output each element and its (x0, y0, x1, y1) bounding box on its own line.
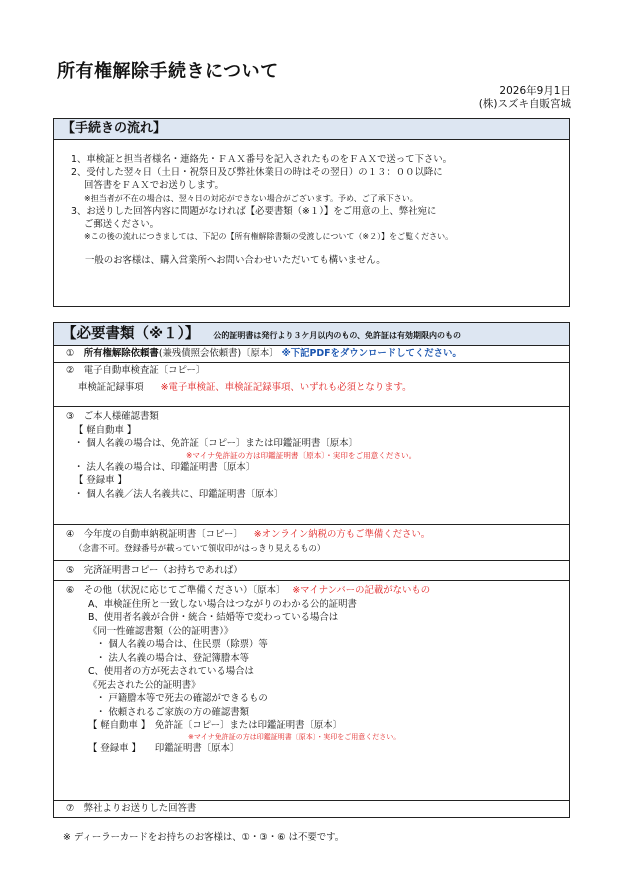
doc-5-title: ⑤ 完済証明書コピー（お持ちであれば） (66, 565, 243, 576)
footer-note: ※ ディーラーカードをお持ちのお客様は、①・③・⑥ は不要です。 (63, 832, 345, 843)
doc-3-kei-corporate: ・ 法人名義の場合は、印鑑証明書〔原本〕 (74, 461, 256, 473)
doc-3-kei-note: ※マイナ免許証の方は印鑑証明書〔原本〕・実印をご用意ください。 (186, 450, 417, 460)
doc-3-kei-individual: ・ 個人名義の場合は、免許証〔コピー〕または印鑑証明書〔原本〕 (74, 438, 358, 449)
doc-3-kei-heading: 【 軽自動車 】 (74, 424, 137, 436)
doc-4-title: ④ 今年度の自動車納税証明書〔コピー〕 (66, 529, 243, 540)
required-documents-heading (54, 323, 569, 346)
doc-1-number: ① (66, 348, 75, 359)
required-documents-box (53, 322, 570, 818)
doc-3-reg-heading: 【 登録車 】 (74, 475, 127, 486)
procedure-flow-heading: 【手続きの流れ】 (54, 119, 569, 140)
doc-section-4 (54, 525, 569, 561)
procedure-flow-box (53, 118, 570, 307)
flow-step-2: 2、受付した翌々日（土日・祝祭日及び弊社休業日の時はその翌日）の１３：００以降に (71, 167, 443, 179)
doc-6-note: ※マイナンバーの記載がないもの (292, 585, 431, 596)
required-documents-title: 【必要書類（※１）】 (62, 326, 200, 342)
doc-section-6 (54, 581, 569, 801)
doc-section-7 (54, 801, 569, 817)
doc-6-case-b-subheading: 《同一性確認書類（公的証明書）》 (88, 625, 234, 637)
doc-3-title: ③ ご本人様確認書類 (66, 411, 159, 422)
doc-6-case-c-item-2: ・ 依頼されるご家族の方の確認書類 (96, 706, 249, 718)
doc-1-download-note: ※下記PDFをダウンロードしてください。 (281, 348, 462, 359)
doc-2-note: ※電子車検証、車検証記録事項、いずれも必須となります。 (160, 381, 412, 393)
doc-6-title: ⑥ その他（状況に応じてご準備ください）〔原本〕 (66, 585, 286, 596)
doc-6-case-b: B、使用者名義が合併・統合・結婚等で変わっている場合は (88, 612, 339, 623)
doc-2-label: 車検証記録事項 (78, 381, 144, 393)
doc-6-case-c-kei: 【 軽自動車 】 免許証〔コピー〕または印鑑証明書〔原本〕 (88, 720, 343, 731)
doc-6-case-c-item-1: ・ 戸籍謄本等で死去の確認ができるもの (96, 693, 268, 704)
doc-section-2 (54, 363, 569, 407)
flow-step-1: 1、車検証と担当者様名・連絡先・ＦＡＸ番号を記入されたものをＦＡＸで送って下さい。 (71, 154, 452, 165)
flow-step-3: 3、お送りした回答内容に問題がなければ【必要書類（※１）】をご用意の上、弊社宛に (71, 205, 437, 217)
doc-7-title: ⑦ 弊社よりお送りした回答書 (66, 803, 197, 814)
doc-6-case-b-item-2: ・ 法人名義の場合は、登記簿謄本等 (96, 652, 249, 664)
doc-6-case-c: C、使用者の方が死去されている場合は (88, 666, 254, 677)
doc-4-detail: （念書不可。登録番号が載っていて領収印がはっきり見えるもの） (74, 542, 326, 553)
procedure-flow-body (54, 140, 569, 267)
doc-6-case-c-reg: 【 登録車 】 印鑑証明書〔原本〕 (88, 743, 240, 754)
doc-1-name: 所有権解除依頼書 (83, 348, 159, 359)
doc-3-reg-all: ・ 個人名義／法人名義共に、印鑑証明書〔原本〕 (74, 488, 284, 500)
doc-4-note: ※オンライン納税の方もご準備ください。 (253, 529, 431, 540)
doc-2-title: ② 電子自動車検査証〔コピー〕 (66, 365, 206, 376)
flow-step-2-cont: 回答書をＦＡＸでお送りします。 (84, 180, 224, 192)
flow-step-3-note: ※この後の流れにつきましては、下記の【所有権解除書類の受渡しについて（※２）】をご覧ください。 (84, 232, 454, 242)
doc-1-detail: (兼残債照会依頼書)〔原本〕 (158, 348, 279, 359)
flow-step-3-cont: ご郵送ください。 (84, 218, 160, 230)
doc-6-case-b-item-1: ・ 個人名義の場合は、住民票（除票）等 (96, 639, 268, 650)
doc-6-case-c-subheading: 《死去された公的証明書》 (88, 679, 201, 691)
required-documents-subheading: 公的証明書は発行より３ケ月以内のもの、免許証は有効期限内のもの (213, 331, 462, 340)
doc-section-3 (54, 407, 569, 525)
page-title: 所有権解除手続きについて (57, 61, 279, 82)
doc-section-1 (54, 346, 569, 363)
flow-step-2-note: ※担当者が不在の場合は、翌々日の対応ができない場合がございます。予め、ご了承下さい。 (84, 193, 418, 203)
doc-section-5 (54, 561, 569, 581)
general-customer-note: 一般のお客様は、購入営業所へお問い合わせいただいても構いません。 (85, 255, 386, 267)
issue-date: 2026年9月1日 (499, 85, 571, 97)
company-name: (株)スズキ自販宮城 (478, 98, 571, 110)
doc-6-case-c-kei-note: ※マイナ免許証の方は印鑑証明書〔原本〕・実印をご用意ください。 (188, 732, 401, 741)
doc-6-case-a: A、車検証住所と一致しない場合はつながりのわかる公的証明書 (88, 598, 357, 610)
document-meta (479, 85, 571, 111)
